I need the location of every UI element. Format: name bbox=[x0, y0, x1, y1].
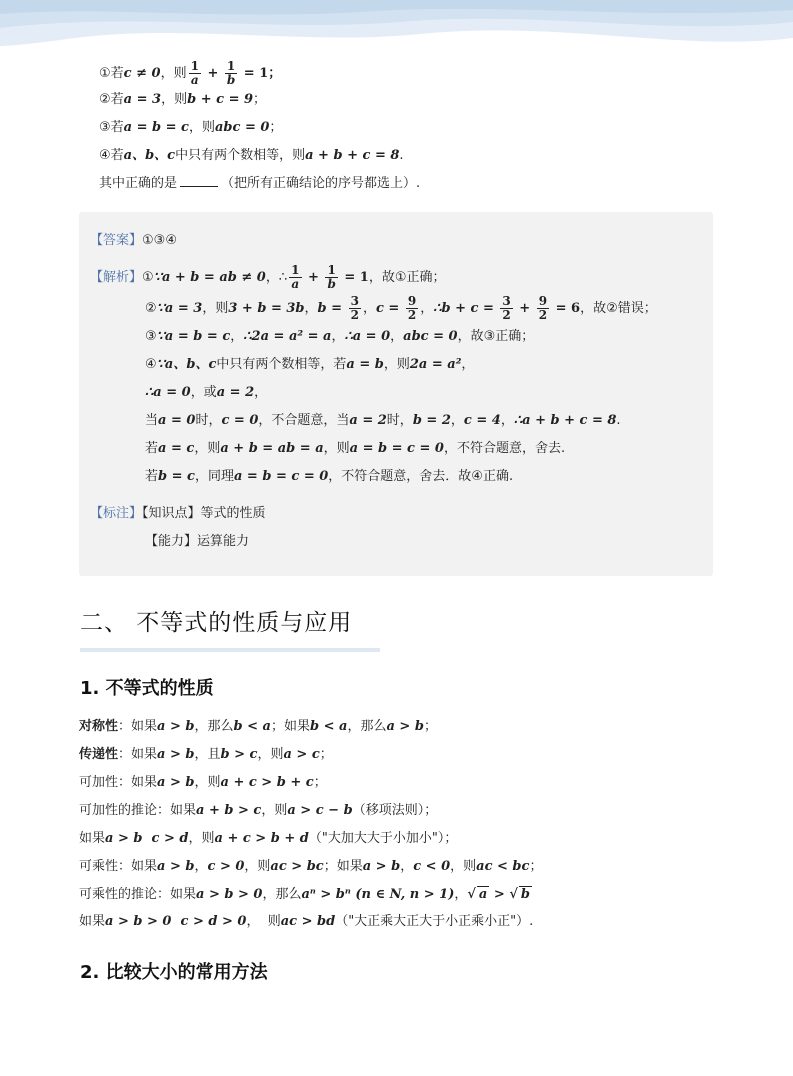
math-expr: a = 2 bbox=[216, 385, 255, 400]
math-expr: c = 4 bbox=[463, 413, 501, 428]
property-multiplicativity bbox=[79, 856, 542, 878]
statement-4-end: . bbox=[399, 148, 404, 163]
statement-2-result: b + c = 9 bbox=[187, 92, 254, 107]
fraction-1-over-a bbox=[289, 264, 301, 291]
text-connector: ， bbox=[420, 301, 434, 316]
analysis-line-5 bbox=[145, 382, 267, 404]
statement-1-connector: ，则 bbox=[160, 66, 187, 81]
text-connector: ，故②错误； bbox=[580, 301, 657, 316]
analysis-line-4 bbox=[145, 354, 474, 376]
math-expr: a > b bbox=[157, 775, 195, 790]
text-connector: ， bbox=[454, 887, 468, 902]
text-connector: ，则 bbox=[261, 803, 288, 818]
math-expr: a > c − b bbox=[287, 803, 353, 818]
text-connector: ， bbox=[450, 413, 464, 428]
statement-1-condition: c ≠ 0 bbox=[123, 66, 161, 81]
fraction-denominator: a bbox=[190, 73, 199, 87]
sqrt-sign: √ bbox=[509, 887, 518, 902]
math-expr: ∵a = 3 bbox=[156, 301, 203, 316]
text-connector: ， bbox=[400, 859, 414, 874]
text-connector: ，那么 bbox=[347, 719, 387, 734]
note-line-2 bbox=[145, 531, 249, 553]
statement-4-variables: a、b、c bbox=[123, 148, 176, 163]
subsection-title-2: 2. 比较大小的常用方法 bbox=[80, 962, 268, 983]
property-symmetry bbox=[79, 716, 437, 738]
property-transitivity bbox=[79, 744, 333, 766]
statement-2-connector: ，则 bbox=[161, 92, 188, 107]
text-connector: 中只有两个数相等，若 bbox=[216, 357, 347, 372]
math-expr: ∴b + c = bbox=[433, 301, 499, 316]
math-expr: a = c bbox=[158, 441, 195, 456]
math-expr: a > b bbox=[157, 719, 195, 734]
text-connector: ；如果 bbox=[270, 719, 310, 734]
math-expr: a > b bbox=[386, 719, 424, 734]
property-additivity-corollary bbox=[79, 800, 437, 822]
fraction-numerator: 9 bbox=[407, 294, 417, 308]
text-connector: ，则 bbox=[194, 775, 221, 790]
note-line-1 bbox=[90, 503, 266, 525]
text-connector: ，那么 bbox=[262, 887, 302, 902]
note-tag: 【标注】 bbox=[90, 506, 143, 521]
fraction-denominator: b bbox=[226, 73, 236, 87]
text-connector: ，故①正确； bbox=[368, 270, 446, 285]
text-connector: 可乘性：如果 bbox=[79, 859, 158, 874]
math-expr: a = 0 bbox=[158, 413, 196, 428]
text-connector: （"大正乘大正大于小正乘小正"）. bbox=[335, 914, 534, 929]
answer-blank[interactable] bbox=[180, 174, 218, 187]
text-connector: ， bbox=[362, 301, 376, 316]
text-connector: ， bbox=[254, 385, 268, 400]
text-connector: ，则 bbox=[257, 747, 284, 762]
statement-3-connector: ，则 bbox=[188, 120, 215, 135]
math-expr: aⁿ > bⁿ (n ∈ N, n > 1) bbox=[301, 887, 455, 902]
answer-line bbox=[90, 230, 177, 252]
statement-4-prefix: ④若 bbox=[99, 148, 124, 163]
fraction-denominator: a bbox=[291, 277, 300, 291]
analysis-line-6 bbox=[145, 410, 621, 432]
math-expr: ∴a = 0 bbox=[145, 385, 191, 400]
fraction-3-over-2 bbox=[349, 295, 361, 322]
text-connector: 可乘性的推论：如果 bbox=[79, 887, 197, 902]
text-connector: ，则 bbox=[383, 357, 410, 372]
fraction-9-over-2 bbox=[406, 295, 418, 322]
statement-2-end: ； bbox=[253, 92, 267, 107]
text-connector: . bbox=[616, 413, 621, 428]
math-expr: a = b = c = 0 bbox=[233, 469, 329, 484]
section-title: 二、 不等式的性质与应用 bbox=[80, 610, 353, 636]
subsection-title-1: 1. 不等式的性质 bbox=[80, 678, 214, 699]
fraction-numerator: 1 bbox=[325, 264, 337, 278]
math-expr: a + b > c bbox=[196, 803, 262, 818]
question-prompt bbox=[99, 173, 420, 195]
text-connector: ， bbox=[390, 329, 404, 344]
math-expr: c < 0 bbox=[413, 859, 451, 874]
math-expr: a + c > b + d bbox=[214, 831, 309, 846]
statement-3-end: ； bbox=[269, 120, 283, 135]
text-connector: 可加性：如果 bbox=[79, 775, 158, 790]
text-connector: ，不合题意，当 bbox=[258, 413, 350, 428]
fraction-1-over-b bbox=[225, 60, 237, 87]
fraction-denominator: 2 bbox=[350, 308, 359, 322]
step-marker: ③ bbox=[145, 329, 157, 344]
math-expr: ac < bc bbox=[476, 859, 530, 874]
text-connector: 如果 bbox=[79, 914, 106, 929]
greater-than-sign: > bbox=[489, 887, 510, 902]
statement-3 bbox=[99, 117, 282, 139]
statement-2-condition: a = 3 bbox=[123, 92, 162, 107]
math-expr: ac > bc bbox=[270, 859, 324, 874]
text-connector: ，同理 bbox=[194, 469, 234, 484]
section-title-underline bbox=[80, 648, 380, 652]
plus-sign: + bbox=[514, 301, 535, 316]
math-expr: ∴a + b + c = 8 bbox=[513, 413, 617, 428]
text-connector: 若 bbox=[145, 469, 159, 484]
text-connector: ，则 bbox=[244, 859, 271, 874]
text-connector: ，不符合题意，舍去．故④正确. bbox=[328, 469, 514, 484]
statement-3-result: abc = 0 bbox=[215, 120, 270, 135]
fraction-numerator: 1 bbox=[291, 263, 300, 277]
text-connector: 如果 bbox=[79, 831, 106, 846]
plus-sign: + bbox=[303, 270, 324, 285]
statement-3-condition: a = b = c bbox=[123, 120, 189, 135]
text-connector: ， bbox=[461, 357, 475, 372]
answer-tag: 【答案】 bbox=[90, 233, 143, 248]
header-wave-decoration bbox=[0, 0, 793, 60]
text-connector: ； bbox=[313, 775, 327, 790]
property-label: 对称性 bbox=[79, 719, 119, 734]
math-expr: a > b bbox=[157, 747, 195, 762]
statement-4-result: a + b + c = 8 bbox=[305, 148, 400, 163]
text-connector: ，∴ bbox=[265, 270, 288, 285]
text-connector: ， bbox=[331, 329, 345, 344]
analysis-line-2 bbox=[145, 295, 657, 323]
analysis-tag: 【解析】 bbox=[90, 270, 143, 285]
math-expr: ∵a、b、c bbox=[156, 357, 217, 372]
analysis-line-3 bbox=[145, 326, 534, 348]
math-expr: ∴2a = a² = a bbox=[243, 329, 332, 344]
step-marker: ① bbox=[142, 270, 154, 285]
fraction-numerator: 1 bbox=[190, 59, 199, 73]
math-expr: b > c bbox=[220, 747, 258, 762]
math-expr: = 1 bbox=[339, 270, 369, 285]
text-connector: ； bbox=[319, 747, 333, 762]
fraction-numerator: 9 bbox=[538, 294, 548, 308]
text-connector: ，不符合题意，舍去. bbox=[443, 441, 566, 456]
math-expr: ∴a = 0 bbox=[344, 329, 391, 344]
text-connector: ，那么 bbox=[194, 719, 234, 734]
text-connector: 时， bbox=[195, 413, 222, 428]
statement-1-prefix: ①若 bbox=[99, 66, 124, 81]
text-connector: （移项法则）； bbox=[352, 803, 438, 818]
math-expr: ∵a + b = ab ≠ 0 bbox=[153, 270, 266, 285]
text-connector: ； bbox=[423, 719, 437, 734]
math-expr: ∵a = b = c bbox=[156, 329, 231, 344]
text-connector: 若 bbox=[145, 441, 159, 456]
math-expr: c = 0 bbox=[221, 413, 259, 428]
text-connector: ；如果 bbox=[323, 859, 363, 874]
text-connector: ：如果 bbox=[118, 719, 158, 734]
math-expr: a > b bbox=[157, 859, 195, 874]
sqrt-radicand: a bbox=[478, 887, 488, 902]
prompt-instruction: （把所有正确结论的序号都选上）. bbox=[221, 176, 421, 191]
property-label: 传递性 bbox=[79, 747, 119, 762]
math-expr: b < a bbox=[233, 719, 271, 734]
math-expr: ac > bd bbox=[280, 914, 336, 929]
text-connector: ：如果 bbox=[118, 747, 158, 762]
math-expr: b = bbox=[317, 301, 347, 316]
statement-1 bbox=[99, 60, 281, 87]
fraction-9-over-2 bbox=[537, 295, 549, 322]
statement-4 bbox=[99, 145, 404, 167]
math-expr: 3 + b = 3b bbox=[228, 301, 305, 316]
math-expr: a > b > 0 bbox=[196, 887, 263, 902]
plus-sign: + bbox=[202, 66, 223, 81]
sqrt-sign: √ bbox=[467, 887, 476, 902]
text-connector: ， 则 bbox=[246, 914, 281, 929]
text-connector: ，则 bbox=[450, 859, 477, 874]
math-expr: c > 0 bbox=[207, 859, 245, 874]
math-expr: abc = 0 bbox=[403, 329, 458, 344]
prompt-text: 其中正确的是 bbox=[99, 176, 178, 191]
step-marker: ④ bbox=[145, 357, 157, 372]
text-connector: ， bbox=[194, 859, 208, 874]
fraction-numerator: 3 bbox=[502, 294, 511, 308]
property-additivity-rule bbox=[79, 828, 457, 850]
math-expr: a + b = ab = a bbox=[220, 441, 324, 456]
step-marker: ② bbox=[145, 301, 157, 316]
math-expr: 2a = a² bbox=[409, 357, 462, 372]
fraction-numerator: 3 bbox=[350, 294, 359, 308]
text-connector: ，则 bbox=[194, 441, 221, 456]
math-expr: a = b = c = 0 bbox=[349, 441, 444, 456]
fraction-numerator: 1 bbox=[225, 60, 237, 74]
text-connector: ，故③正确； bbox=[457, 329, 535, 344]
statement-1-result: = 1； bbox=[239, 66, 282, 81]
math-expr: a + c > b + c bbox=[220, 775, 314, 790]
math-expr: a > c bbox=[283, 747, 320, 762]
math-expr: a = 2 bbox=[349, 413, 387, 428]
analysis-line-7 bbox=[145, 438, 565, 460]
statement-3-prefix: ③若 bbox=[99, 120, 124, 135]
fraction-denominator: b bbox=[327, 277, 336, 291]
math-expr: a > b c > d bbox=[105, 831, 189, 846]
statement-2 bbox=[99, 89, 266, 111]
note-ability: 【能力】运算能力 bbox=[145, 534, 250, 549]
analysis-line-8 bbox=[145, 466, 513, 488]
text-connector: 当 bbox=[145, 413, 159, 428]
math-expr: b = c bbox=[158, 469, 195, 484]
math-expr: c = bbox=[375, 301, 404, 316]
math-expr: b < a bbox=[310, 719, 348, 734]
statement-2-prefix: ②若 bbox=[99, 92, 124, 107]
math-expr: a > b > 0 c > d > 0 bbox=[105, 914, 247, 929]
math-expr: a = b bbox=[346, 357, 384, 372]
text-connector: 可加性的推论：如果 bbox=[79, 803, 197, 818]
fraction-denominator: 2 bbox=[407, 308, 417, 322]
fraction-1-over-b bbox=[325, 264, 337, 291]
text-connector: ， bbox=[230, 329, 244, 344]
math-expr: a > b bbox=[362, 859, 401, 874]
fraction-3-over-2 bbox=[500, 295, 512, 322]
text-connector: ， bbox=[500, 413, 514, 428]
note-knowledge-point: 【知识点】等式的性质 bbox=[142, 506, 266, 521]
fraction-denominator: 2 bbox=[538, 308, 548, 322]
text-connector: ，则 bbox=[188, 831, 215, 846]
property-multiplicativity-rule bbox=[79, 911, 533, 933]
text-connector: ，且 bbox=[194, 747, 221, 762]
statement-4-connector: 中只有两个数相等，则 bbox=[175, 148, 306, 163]
property-additivity bbox=[79, 772, 327, 794]
fraction-1-over-a bbox=[189, 60, 201, 87]
property-multiplicativity-corollary bbox=[79, 883, 532, 907]
text-connector: 时， bbox=[386, 413, 413, 428]
text-connector: ，或 bbox=[190, 385, 217, 400]
analysis-line-1 bbox=[90, 264, 446, 291]
text-connector: （"大加大大于小加小"）； bbox=[308, 831, 458, 846]
fraction-denominator: 2 bbox=[502, 308, 511, 322]
sqrt-radicand: b bbox=[520, 887, 530, 902]
answer-value: ①③④ bbox=[142, 233, 177, 248]
text-connector: ； bbox=[529, 859, 543, 874]
text-connector: ，则 bbox=[323, 441, 350, 456]
math-expr: = 6 bbox=[551, 301, 581, 316]
text-connector: ， bbox=[304, 301, 318, 316]
math-expr: b = 2 bbox=[412, 413, 451, 428]
text-connector: ，则 bbox=[202, 301, 229, 316]
